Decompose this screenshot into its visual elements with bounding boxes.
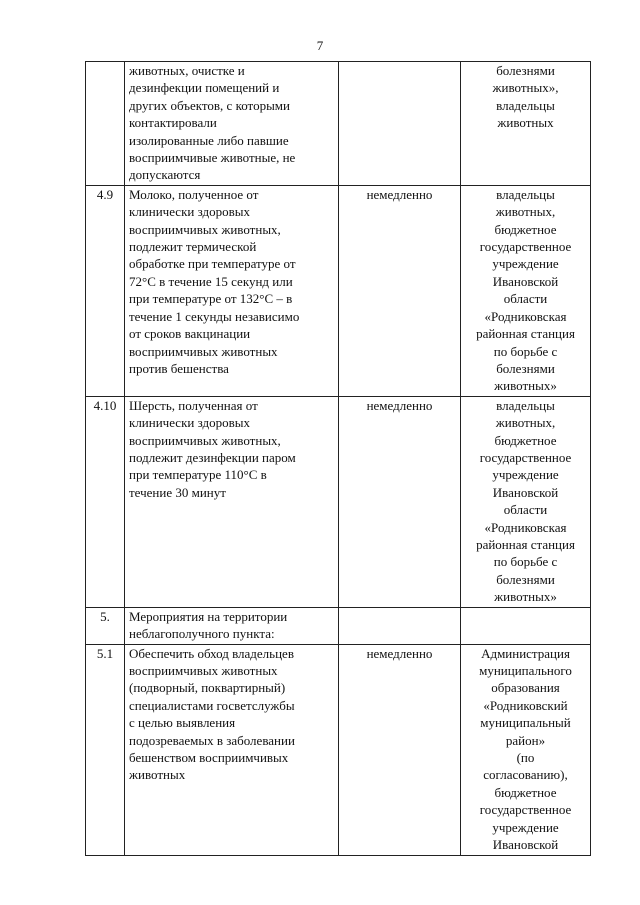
cell-text-line: восприимчивых животных [129, 343, 278, 359]
cell-text-line: животных» [494, 589, 557, 605]
table-row [86, 62, 591, 186]
cell-text-line: «Родниковская [484, 308, 567, 324]
measure-term: немедленно [339, 185, 461, 396]
cell-text-line: Администрация [481, 645, 570, 661]
cell-text-line: изолированные либо павшие [129, 132, 289, 148]
cell-text-line: бюджетное [494, 784, 557, 800]
cell-text-line: согласованию), [483, 767, 568, 783]
cell-text-line: подлежит термической [129, 239, 257, 255]
cell-text-line: допускаются [129, 167, 201, 183]
cell-text-line: восприимчивые животные, не [129, 150, 296, 166]
cell-text-line: течение 30 минут [129, 484, 226, 500]
cell-text-line: болезнями [496, 360, 555, 376]
cell-text-line: государственное [479, 239, 572, 255]
cell-text-line: с целью выявления [129, 715, 236, 731]
measure-description [125, 396, 339, 607]
measure-description [125, 185, 339, 396]
cell-text-line: клинически здоровых [129, 204, 250, 220]
cell-text-line: дезинфекции помещений и [129, 80, 280, 96]
cell-text-line: восприимчивых животных, [129, 432, 281, 448]
measure-term: немедленно [339, 644, 461, 855]
measure-responsible [461, 607, 591, 644]
cell-text-line: владельцы [496, 97, 555, 113]
row-number: 5. [86, 607, 125, 644]
cell-text-line: Молоко, полученное от [129, 186, 259, 202]
table-row [86, 644, 591, 855]
row-number: 4.10 [86, 396, 125, 607]
cell-text-line: бюджетное [494, 221, 557, 237]
cell-text-line: муниципального [479, 662, 572, 678]
cell-text-line: бюджетное [494, 432, 557, 448]
cell-text-line: учреждение [492, 819, 559, 835]
cell-text-line: против бешенства [129, 360, 229, 376]
table-row [86, 607, 591, 644]
measure-term [339, 62, 461, 186]
cell-text-line: «Родниковская [484, 519, 567, 535]
cell-text-line: Обеспечить обход владельцев [129, 645, 294, 661]
cell-text-line: области [503, 502, 548, 518]
row-number [86, 62, 125, 186]
cell-text-line: восприимчивых животных [129, 662, 278, 678]
measure-responsible [461, 644, 591, 855]
cell-text-line: Шерсть, полученная от [129, 397, 258, 413]
cell-text-line: владельцы [496, 397, 555, 413]
cell-text-line: болезнями [496, 571, 555, 587]
cell-text-line: по борьбе с [493, 343, 558, 359]
cell-text-line: Ивановской [492, 484, 559, 500]
measure-responsible [461, 185, 591, 396]
cell-text-line: животных, [495, 415, 556, 431]
cell-text-line: подозреваемых в заболевании [129, 732, 295, 748]
cell-text-line: животных» [494, 378, 557, 394]
cell-text-line: неблагополучного пункта: [129, 626, 275, 642]
measure-term [339, 607, 461, 644]
cell-text-line: при температуре 110°С в [129, 467, 267, 483]
cell-text-line: «Родниковский [483, 697, 568, 713]
cell-text-line: животных», [492, 80, 559, 96]
cell-text-line: 72°С в течение 15 секунд или [129, 273, 293, 289]
measure-responsible [461, 62, 591, 186]
table-row [86, 185, 591, 396]
cell-text-line: районная станция [476, 326, 575, 342]
cell-text-line: течение 1 секунды независимо [129, 308, 300, 324]
cell-text-line: государственное [479, 449, 572, 465]
cell-text-line: области [503, 291, 548, 307]
measures-table [85, 61, 591, 856]
cell-text-line: учреждение [492, 467, 559, 483]
cell-text-line: других объектов, с которыми [129, 97, 290, 113]
cell-text-line: районная станция [476, 536, 575, 552]
row-number: 4.9 [86, 185, 125, 396]
cell-text-line: подлежит дезинфекции паром [129, 449, 296, 465]
page-number: 7 [316, 38, 324, 53]
cell-text-line: бешенством восприимчивых [129, 749, 289, 765]
measure-description [125, 644, 339, 855]
measure-description [125, 62, 339, 186]
measure-responsible [461, 396, 591, 607]
cell-text-line: клинически здоровых [129, 415, 250, 431]
cell-text-line: специалистами госветслужбы [129, 697, 295, 713]
cell-text-line: муниципальный [480, 715, 571, 731]
cell-text-line: обработке при температуре от [129, 256, 296, 272]
cell-text-line: животных, очистке и [129, 63, 245, 78]
cell-text-line: контактировали [129, 115, 217, 131]
cell-text-line: Ивановской [492, 273, 559, 289]
cell-text-line: от сроков вакцинации [129, 326, 251, 342]
measure-description [125, 607, 339, 644]
measure-term: немедленно [339, 396, 461, 607]
cell-text-line: восприимчивых животных, [129, 221, 281, 237]
cell-text-line: по борьбе с [493, 554, 558, 570]
measures-table-body [86, 62, 591, 856]
cell-text-line: (подворный, поквартирный) [129, 680, 286, 696]
cell-text-line: (по [516, 749, 535, 765]
cell-text-line: образования [491, 680, 560, 696]
cell-text-line: Ивановской [492, 837, 559, 852]
cell-text-line: болезнями [496, 63, 555, 78]
cell-text-line: район» [505, 732, 546, 748]
cell-text-line: Мероприятия на территории [129, 608, 288, 624]
cell-text-line: учреждение [492, 256, 559, 272]
table-row [86, 396, 591, 607]
cell-text-line: животных [129, 767, 186, 783]
cell-text-line: при температуре от 132°С – в [129, 291, 293, 307]
cell-text-line: животных [497, 115, 554, 131]
cell-text-line: животных, [495, 204, 556, 220]
cell-text-line: владельцы [496, 186, 555, 202]
row-number: 5.1 [86, 644, 125, 855]
cell-text-line: государственное [479, 802, 572, 818]
